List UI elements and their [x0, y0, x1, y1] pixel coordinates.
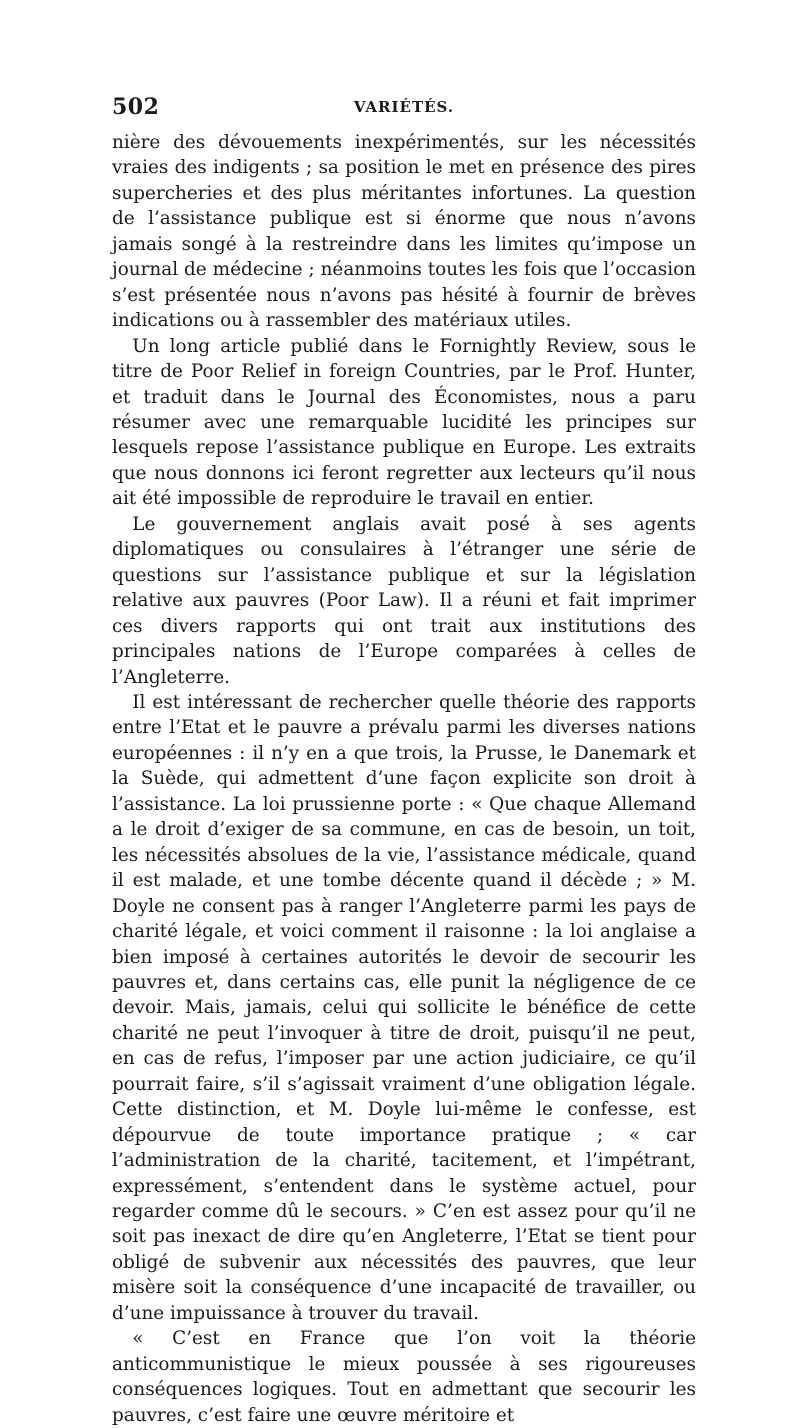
running-head: VARIÉTÉS.: [353, 98, 455, 116]
paragraph-5: « C’est en France que l’on voit la théorie anticommunistique le mieux poussée à ses rigoureuses conséquences logiques. Tout en admettant que secourir les pauvres, c’est faire une œuvre méritoire et: [112, 1328, 696, 1426]
paragraph-4: Il est intéressant de rechercher quelle théorie des rapports entre l’Etat et le pauvre a prévalu parmi les diverses nations européennes : il n’y en a que trois, la Prusse, le Danemark et la Suède, qui admettent d’une façon explicite son droit à l’assistance. La loi prussienne porte : « Que chaque Allemand a le droit d’exiger de sa commune, en cas de besoin, un toit, les nécessités absolues de la vie, l’assistance médicale, quand il est malade, et une tombe décente quand il décède ; » M. Doyle ne consent pas à ranger l’Angleterre parmi les pays de charité légale, et voici comment il raisonne : la loi anglaise a bien imposé à certaines autorités le devoir de secourir les pauvres et, dans certains cas, elle punit la négligence de ce devoir. Mais, jamais, celui qui sollicite le bénéfice de cette charité ne peut l’invoquer à titre de droit, puisqu’il ne peut, en cas de refus, l’imposer par une action judiciaire, ce qu’il pourrait faire, s’il s’agissait vraiment d’une obligation légale. Cette distinction, et M. Doyle lui-même le confesse, est dépourvue de toute importance pratique ; « car l’administration de la charité, tacitement, et l’impétrant, expressément, s’entendent dans le système actuel, pour regarder comme dû le secours. » C’en est assez pour qu’il ne soit pas inexact de dire qu’en Angleterre, l’Etat se tient pour obligé de subvenir aux nécessités des pauvres, que leur misère soit la conséquence d’une incapacité de travailler, ou d’une impuissance à trouver du travail.: [112, 691, 696, 1324]
paragraph-1: nière des dévouements inexpérimentés, sur les nécessités vraies des indigents ; sa position le met en présence des pires supercheries et des plus méritantes infortunes. La question de l’assistance publique est si énorme que nous n’avons jamais songé à la restreindre dans les limites qu’impose un journal de médecine ; néanmoins toutes les fois que l’occasion s’est présentée nous n’avons pas hésité à fournir de brèves indications ou à rassembler des matériaux utiles.: [112, 132, 696, 332]
paragraph-2: Un long article publié dans le Fornightly Review, sous le titre de Poor Relief in foreign Countries, par le Prof. Hunter, et traduit dans le Journal des Économistes, nous a paru résumer avec une remarquable lucidité les principes sur lesquels repose l’assistance publique en Europe. Les extraits que nous donnons ici feront regretter aux lecteurs qu’il nous ait été impossible de reproduire le travail en entier.: [112, 335, 696, 510]
page-number: 502: [112, 94, 160, 120]
body-text: [112, 130, 696, 1428]
paragraph-3: Le gouvernement anglais avait posé à ses agents diplomatiques ou consulaires à l’étranger une série de questions sur l’assistance publique et sur la législation relative aux pauvres (Poor Law). Il a réuni et fait imprimer ces divers rapports qui ont trait aux institutions des principales nations de l’Europe comparées à celles de l’Angleterre.: [112, 513, 696, 688]
page-header: [112, 94, 696, 124]
